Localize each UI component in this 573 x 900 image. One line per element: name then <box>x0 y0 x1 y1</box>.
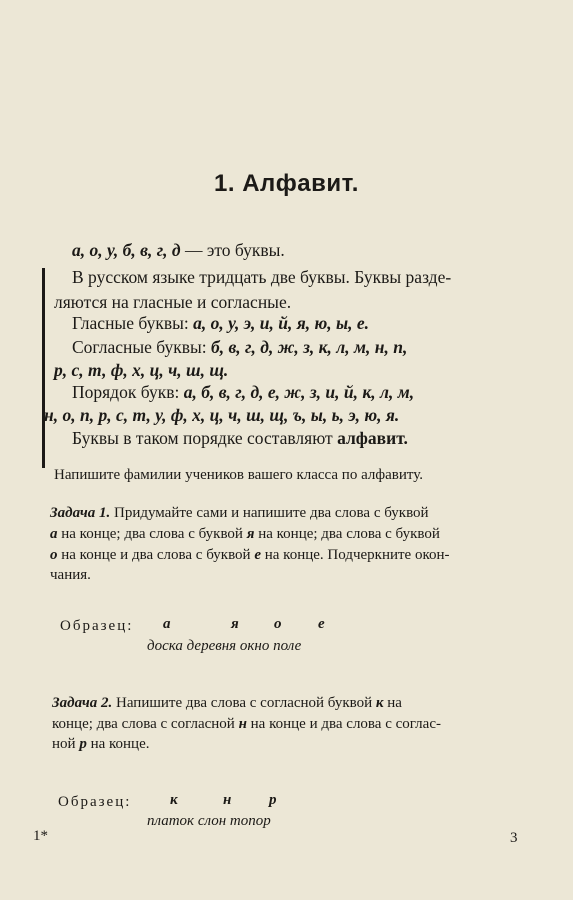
paragraph-line-3: ляются на гласные и согласные. <box>54 292 292 312</box>
consonants-label: Согласные буквы: <box>72 337 211 357</box>
margin-bar <box>42 268 45 468</box>
task2-sample-letter-k: к <box>170 792 178 808</box>
paragraph-line-1 <box>72 240 285 261</box>
task1-line-4: чания. <box>50 567 91 583</box>
letter-e: е <box>254 547 261 563</box>
task2-text: Напишите два слова с согласной буквой <box>112 695 376 711</box>
order-line <box>72 382 414 403</box>
task1-sample-letter-a: а <box>163 616 171 632</box>
task1-sample-words: доска деревня окно поле <box>147 638 302 654</box>
task2-line-3 <box>52 736 150 753</box>
task1-text: на конце и два слова с буквой <box>57 547 255 563</box>
letter-k: к <box>375 695 384 711</box>
task1-line-3 <box>50 547 450 564</box>
vowels-line <box>72 313 369 334</box>
letter-o: о <box>50 547 58 563</box>
line-text: — это буквы. <box>180 240 285 260</box>
task2-sample-words: платок слон топор <box>147 813 271 829</box>
page-number: 3 <box>510 830 518 846</box>
alphabet-word: алфавит. <box>337 428 408 448</box>
signature-mark: 1* <box>33 828 48 844</box>
vowels-letters: а, о, у, э, и, й, я, ю, ы, е. <box>193 313 370 333</box>
task1-sample-letter-o: о <box>274 616 282 632</box>
order-letters: а, б, в, г, д, е, ж, з, и, й, к, л, м, <box>183 382 415 402</box>
consonants-letters: б, в, г, д, ж, з, к, л, м, н, п, <box>211 337 408 357</box>
task1-label: Задача 1. <box>50 505 111 521</box>
consonants-line <box>72 337 407 358</box>
task1-sample-letter-e: е <box>318 616 325 632</box>
letter-r: р <box>79 736 87 752</box>
task2-text: ной <box>52 736 80 752</box>
task2-text: на конце и два слова с соглас- <box>246 716 441 732</box>
task2-text: на <box>383 695 402 711</box>
vowels-label: Гласные буквы: <box>72 313 194 333</box>
paragraph-line-2: В русском языке тридцать две буквы. Буквы разде- <box>72 267 452 287</box>
consonants-line-cont <box>54 360 228 381</box>
task1-text: Придумайте сами и напишите два слова с буквой <box>110 505 429 521</box>
task2-label: Задача 2. <box>52 695 113 711</box>
task1-text: на конце; два слова с буквой <box>57 526 247 542</box>
consonants-letters-cont: р, с, т, ф, х, ц, ч, ш, щ. <box>54 360 229 380</box>
task2-text: конце; два слова с согласной <box>52 716 239 732</box>
alphabet-line <box>72 428 408 449</box>
example-letters: а, о, у, б, в, г, д <box>72 240 181 260</box>
order-letters-cont: н, о, п, р, с, т, у, ф, х, ц, ч, ш, щ, ъ, ы, ь, э, ю, я. <box>44 405 400 425</box>
task2-text: на конце. <box>86 736 150 752</box>
page-title: 1. Алфавит. <box>214 170 359 197</box>
task1-line-1 <box>50 505 429 522</box>
alphabet-text: Буквы в таком порядке составляют <box>72 428 338 448</box>
letter-n: н <box>238 716 247 732</box>
letter-ya: я <box>246 526 255 542</box>
task2-sample-letter-n: н <box>223 792 232 808</box>
task2-line-1 <box>52 695 402 712</box>
order-line-cont <box>44 405 399 426</box>
task1-sample-label: Образец: <box>60 618 134 634</box>
instruction: Напишите фамилии учеников вашего класса по алфавиту. <box>54 467 423 483</box>
task1-line-2 <box>50 526 440 543</box>
task1-sample-letter-ya: я <box>231 616 239 632</box>
letter-a: а <box>50 526 58 542</box>
task1-text: на конце; два слова с буквой <box>254 526 440 542</box>
task2-line-2 <box>52 716 441 733</box>
task1-text: на конце. Подчеркните окон- <box>261 547 450 563</box>
task2-sample-label: Образец: <box>58 794 132 810</box>
task2-sample-letter-r: р <box>269 792 277 808</box>
order-label: Порядок букв: <box>72 382 184 402</box>
